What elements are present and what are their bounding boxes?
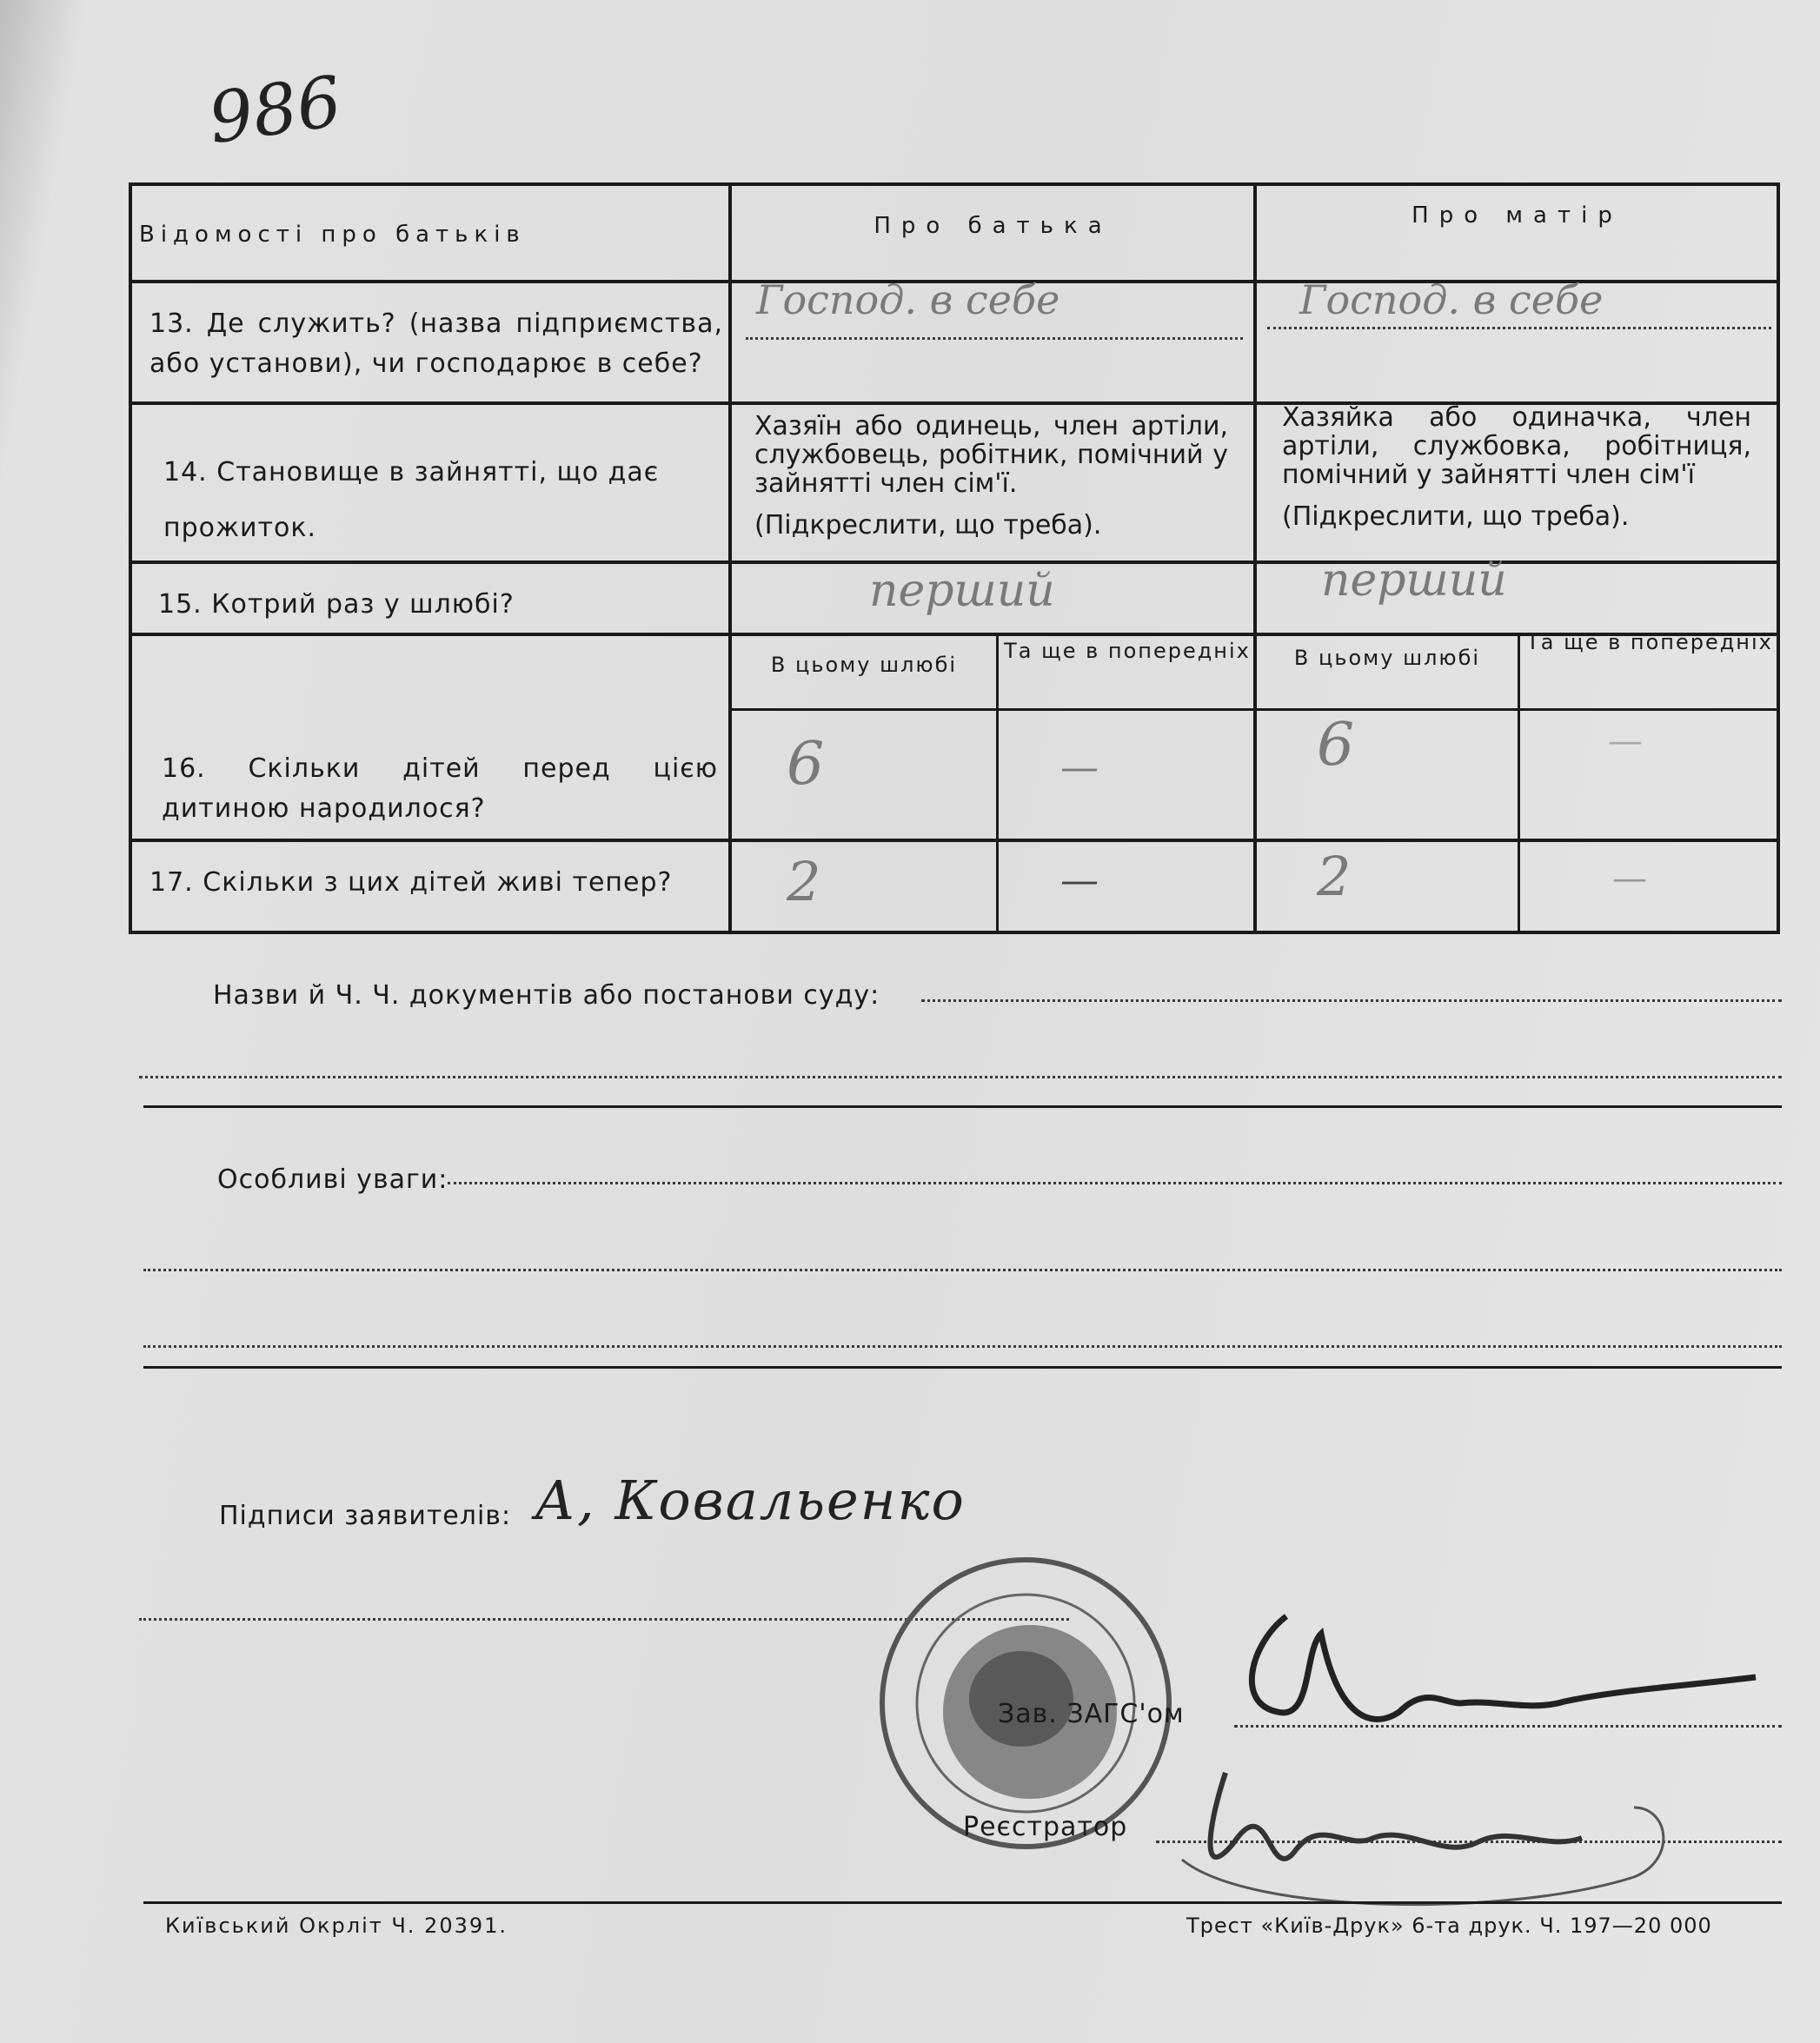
registrar-label: Реєстратор (963, 1812, 1128, 1842)
row-16-mother-this: 6 (1317, 711, 1355, 779)
applicant-signature: А, Ковальенко (535, 1469, 966, 1532)
row-16-father-this: 6 (787, 730, 825, 799)
head-signature-mark (1199, 1582, 1773, 1755)
subcolumn-divider (1518, 633, 1520, 934)
row-divider (732, 708, 1780, 711)
row-16-mother-prev: — (1608, 721, 1643, 761)
row-15-label: 15. Котрий раз у шлюбі? (158, 589, 515, 620)
signatures-label: Підписи заявителів: (219, 1501, 512, 1531)
footer-rule (143, 1901, 1782, 1904)
row-17-mother-this: 2 (1317, 845, 1352, 908)
subheader-father-previous: Та ще в попередніх (1004, 639, 1251, 663)
row-17-mother-prev: — (1612, 859, 1647, 899)
row-15-mother-answer: перший (1321, 554, 1507, 607)
row-divider (129, 839, 1780, 842)
footer-printer-left: Київський Окрліт Ч. 20391. (165, 1914, 508, 1938)
column-divider (1253, 182, 1257, 934)
header-mother: Про матір (1411, 202, 1623, 229)
footer-printer-right: Трест «Київ-Друк» 6-та друк. Ч. 197—20 000 (1186, 1914, 1712, 1938)
page-number: 986 (203, 60, 347, 160)
subcolumn-divider (996, 633, 999, 934)
head-label: Зав. ЗАГС'ом (998, 1699, 1185, 1729)
row-15-father-answer: перший (869, 565, 1055, 617)
row-17-label: 17. Скільки з цих дітей живі тепер? (149, 867, 673, 898)
row-14-label: 14. Становище в зайнятті, що дає прожиток. (163, 457, 660, 543)
subheader-mother-previous: Та ще в попередніх (1526, 630, 1773, 654)
row-divider (129, 560, 1780, 564)
registrar-signature-mark (1147, 1755, 1712, 1920)
subheader-father-this: В цьому шлюбі (770, 653, 958, 677)
row-16-label: 16. Скільки дітей перед цією дитиною народилося? (162, 753, 718, 824)
row-13-father-answer: Господ. в себе (756, 276, 1060, 323)
row-13-mother-answer: Господ. в себе (1299, 276, 1604, 323)
row-14-mother-options: Хазяйка або одиначка, член артіли, службовка, робітниця, помічний у зайнятті член сім'ї (1282, 402, 1751, 490)
subheader-mother-this: В цьому шлюбі (1293, 646, 1481, 670)
remarks-label: Особливі уваги: (217, 1164, 448, 1195)
row-16-father-prev: — (1060, 746, 1099, 790)
row-17-father-prev: — (1060, 859, 1099, 903)
row-14-father-options: Хазяїн або одинець, член артіли, службовець, робітник, помічний у зайнятті член сім'ї. (754, 411, 1228, 499)
documents-label: Назви й Ч. Ч. документів або постанови суду: (213, 980, 880, 1011)
header-father: Про батька (873, 213, 1113, 239)
row-13-label: 13. Де служить? (назва підприємства, або установи), чи господарює в себе? (149, 308, 723, 379)
section-rule (143, 1105, 1782, 1108)
column-divider (728, 182, 732, 934)
header-parents-info: Відомості про батьків (139, 222, 526, 248)
section-rule (143, 1366, 1782, 1369)
row-14-father-note: (Підкреслити, що треба). (754, 510, 1102, 541)
row-17-father-this: 2 (787, 850, 821, 913)
row-14-mother-note: (Підкреслити, що треба). (1282, 501, 1630, 532)
